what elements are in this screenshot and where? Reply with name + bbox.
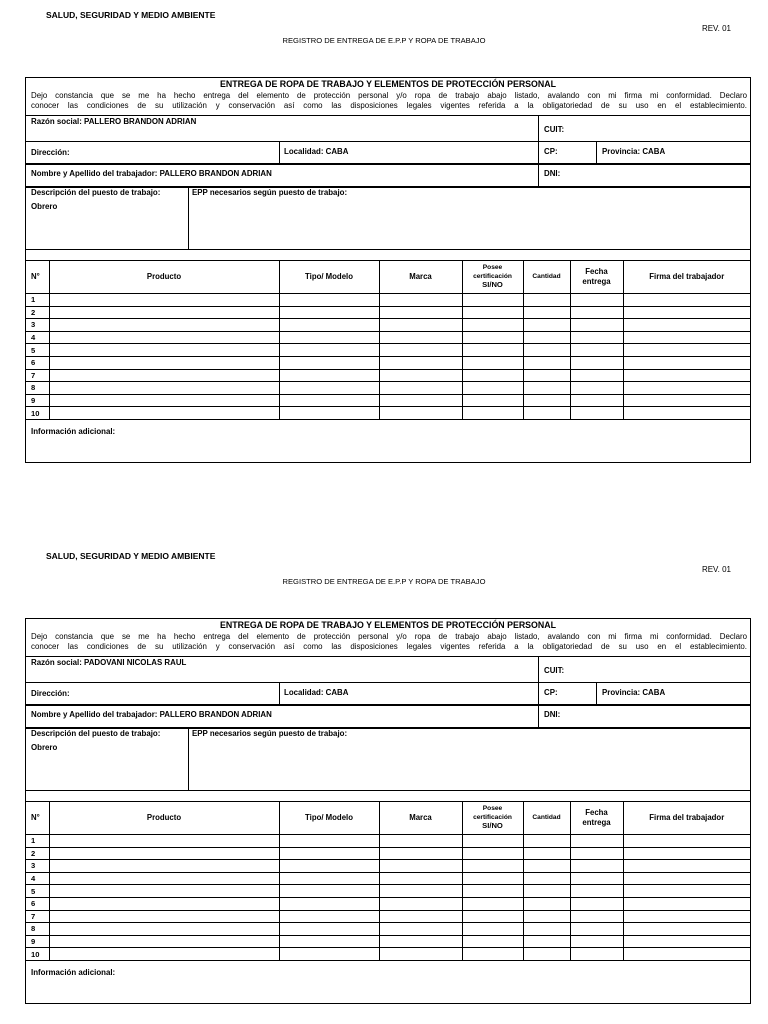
table-row <box>26 344 750 357</box>
table-cell[interactable] <box>379 306 462 319</box>
table-cell[interactable] <box>523 344 570 357</box>
row-number: 6 <box>26 897 49 910</box>
table-cell[interactable] <box>462 394 523 407</box>
table-cell[interactable] <box>379 835 462 848</box>
table-cell[interactable] <box>523 382 570 395</box>
table-cell[interactable] <box>462 872 523 885</box>
table-row <box>26 885 750 898</box>
col-firma: Firma del trabajador <box>623 261 750 294</box>
table-cell[interactable] <box>623 847 750 860</box>
table-cell[interactable] <box>523 306 570 319</box>
table-cell[interactable] <box>570 923 623 936</box>
table-cell[interactable] <box>570 382 623 395</box>
table-cell[interactable] <box>523 394 570 407</box>
puesto-label: Descripción del puesto de trabajo: <box>31 188 161 197</box>
cuit-field: CUIT: <box>544 666 565 675</box>
table-cell[interactable] <box>279 835 379 848</box>
divider <box>26 682 750 683</box>
table-cell[interactable] <box>379 948 462 961</box>
table-cell[interactable] <box>279 910 379 923</box>
col-certificacion-line1: Posee <box>482 264 503 272</box>
table-cell[interactable] <box>623 294 750 307</box>
row-number: 9 <box>26 394 49 407</box>
table-cell[interactable] <box>49 847 279 860</box>
table-cell[interactable] <box>570 910 623 923</box>
table-cell[interactable] <box>570 935 623 948</box>
col-cantidad: Cantidad <box>523 802 570 835</box>
table-cell[interactable] <box>523 897 570 910</box>
table-cell[interactable] <box>49 935 279 948</box>
cp-field: CP: <box>544 147 558 156</box>
col-marca: Marca <box>379 261 462 294</box>
table-cell[interactable] <box>379 294 462 307</box>
table-cell[interactable] <box>462 407 523 420</box>
table-cell[interactable] <box>523 910 570 923</box>
table-cell[interactable] <box>279 935 379 948</box>
info-adicional-label: Información adicional: <box>31 968 116 977</box>
table-cell[interactable] <box>570 948 623 961</box>
table-cell[interactable] <box>49 885 279 898</box>
col-fecha-entrega <box>570 802 623 835</box>
puesto-value: Obrero <box>31 743 58 752</box>
col-fecha-line2: entrega <box>582 277 611 286</box>
row-number: 9 <box>26 935 49 948</box>
table-cell[interactable] <box>379 344 462 357</box>
col-certificacion-line3: SI/NO <box>482 280 503 290</box>
revision-label: REV. 01 <box>701 24 731 33</box>
dni-field: DNI: <box>544 169 561 178</box>
divider <box>538 115 539 186</box>
col-certificacion-line1: Posee <box>482 805 503 813</box>
epp-label: EPP necesarios según puesto de trabajo: <box>192 188 348 197</box>
divider <box>279 141 280 163</box>
table-cell[interactable] <box>279 872 379 885</box>
table-cell[interactable] <box>462 835 523 848</box>
col-cantidad: Cantidad <box>523 261 570 294</box>
col-firma: Firma del trabajador <box>623 802 750 835</box>
table-row <box>26 369 750 382</box>
revision-label: REV. 01 <box>701 565 731 574</box>
table-cell[interactable] <box>523 369 570 382</box>
table-cell[interactable] <box>623 407 750 420</box>
row-number: 2 <box>26 847 49 860</box>
table-row <box>26 331 750 344</box>
table-cell[interactable] <box>462 306 523 319</box>
table-cell[interactable] <box>623 860 750 873</box>
form-box <box>25 77 751 463</box>
items-table <box>26 260 750 420</box>
table-row <box>26 306 750 319</box>
table-cell[interactable] <box>49 948 279 961</box>
row-number: 1 <box>26 835 49 848</box>
table-cell[interactable] <box>523 847 570 860</box>
table-cell[interactable] <box>462 923 523 936</box>
table-cell[interactable] <box>379 910 462 923</box>
puesto-value: Obrero <box>31 202 58 211</box>
provincia-field: Provincia: CABA <box>602 147 666 156</box>
table-cell[interactable] <box>49 294 279 307</box>
col-certificacion-line2: certificación <box>473 272 512 280</box>
table-cell[interactable] <box>279 923 379 936</box>
form-box <box>25 618 751 1004</box>
cuit-field: CUIT: <box>544 125 565 134</box>
table-cell[interactable] <box>523 860 570 873</box>
row-number: 6 <box>26 356 49 369</box>
declaration-line-1: Dejo constancia que se me ha hecho entrega del elemento de protección personal y/o ropa de trabajo abajo listado, avalando con mi firma mi conformidad. Declaro <box>31 91 747 100</box>
direccion-field: Dirección: <box>31 689 70 698</box>
divider <box>26 656 750 657</box>
col-certificacion-line2: certificación <box>473 813 512 821</box>
table-cell[interactable] <box>379 394 462 407</box>
form-heading: ENTREGA DE ROPA DE TRABAJO Y ELEMENTOS DE PROTECCIÓN PERSONAL <box>220 79 556 89</box>
row-number: 7 <box>26 369 49 382</box>
table-cell[interactable] <box>279 394 379 407</box>
table-cell[interactable] <box>623 394 750 407</box>
table-cell[interactable] <box>623 885 750 898</box>
table-cell[interactable] <box>279 331 379 344</box>
table-cell[interactable] <box>623 835 750 848</box>
table-cell[interactable] <box>379 382 462 395</box>
divider <box>26 163 750 165</box>
table-cell[interactable] <box>279 319 379 332</box>
col-producto: Producto <box>49 802 279 835</box>
table-cell[interactable] <box>623 356 750 369</box>
epp-delivery-form <box>0 541 768 1021</box>
table-cell[interactable] <box>523 835 570 848</box>
table-cell[interactable] <box>462 860 523 873</box>
table-cell[interactable] <box>462 356 523 369</box>
col-num: N° <box>26 261 49 294</box>
table-cell[interactable] <box>462 935 523 948</box>
table-cell[interactable] <box>570 847 623 860</box>
table-row <box>26 294 750 307</box>
row-number: 7 <box>26 910 49 923</box>
declaration-line-2: conocer las condiciones de su utilización y conservación así como las disposiciones legales vigentes referida a la obligatoriedad de su uso en el establecimiento. <box>31 642 747 651</box>
row-number: 8 <box>26 923 49 936</box>
col-fecha-entrega <box>570 261 623 294</box>
table-cell[interactable] <box>623 382 750 395</box>
table-cell[interactable] <box>379 860 462 873</box>
table-header-row <box>26 261 750 294</box>
table-row <box>26 847 750 860</box>
table-row <box>26 382 750 395</box>
table-cell[interactable] <box>379 356 462 369</box>
table-cell[interactable] <box>570 356 623 369</box>
direccion-field: Dirección: <box>31 148 70 157</box>
table-cell[interactable] <box>379 369 462 382</box>
table-row <box>26 394 750 407</box>
row-number: 2 <box>26 306 49 319</box>
table-cell[interactable] <box>570 344 623 357</box>
table-cell[interactable] <box>462 382 523 395</box>
table-cell[interactable] <box>462 319 523 332</box>
table-cell[interactable] <box>570 835 623 848</box>
divider <box>26 115 750 116</box>
table-cell[interactable] <box>570 319 623 332</box>
table-cell[interactable] <box>570 331 623 344</box>
divider <box>188 727 189 790</box>
table-cell[interactable] <box>623 369 750 382</box>
row-number: 5 <box>26 885 49 898</box>
table-cell[interactable] <box>49 331 279 344</box>
table-cell[interactable] <box>462 847 523 860</box>
divider <box>26 141 750 142</box>
table-cell[interactable] <box>523 356 570 369</box>
table-cell[interactable] <box>623 923 750 936</box>
divider <box>26 249 750 250</box>
table-cell[interactable] <box>570 860 623 873</box>
col-fecha-line1: Fecha <box>585 267 608 276</box>
col-certificacion-line3: SI/NO <box>482 821 503 831</box>
table-cell[interactable] <box>379 923 462 936</box>
row-number: 5 <box>26 344 49 357</box>
puesto-label: Descripción del puesto de trabajo: <box>31 729 161 738</box>
localidad-field: Localidad: CABA <box>284 688 349 697</box>
table-cell[interactable] <box>523 935 570 948</box>
provincia-field: Provincia: CABA <box>602 688 666 697</box>
table-row <box>26 897 750 910</box>
table-cell[interactable] <box>379 319 462 332</box>
table-cell[interactable] <box>279 860 379 873</box>
org-department: SALUD, SEGURIDAD Y MEDIO AMBIENTE <box>46 10 216 20</box>
divider <box>26 790 750 791</box>
table-cell[interactable] <box>279 847 379 860</box>
table-cell[interactable] <box>462 369 523 382</box>
declaration-line-2: conocer las condiciones de su utilización y conservación así como las disposiciones legales vigentes referida a la obligatoriedad de su uso en el establecimiento. <box>31 101 747 110</box>
table-cell[interactable] <box>279 885 379 898</box>
row-number: 3 <box>26 860 49 873</box>
table-cell[interactable] <box>570 369 623 382</box>
table-cell[interactable] <box>279 897 379 910</box>
table-cell[interactable] <box>623 935 750 948</box>
table-cell[interactable] <box>523 331 570 344</box>
table-cell[interactable] <box>462 344 523 357</box>
table-cell[interactable] <box>279 948 379 961</box>
table-cell[interactable] <box>570 885 623 898</box>
divider <box>596 682 597 704</box>
table-cell[interactable] <box>379 331 462 344</box>
razon-social-field: Razón social: PADOVANI NICOLAS RAUL <box>31 658 187 667</box>
table-cell[interactable] <box>462 910 523 923</box>
trabajador-field: Nombre y Apellido del trabajador: PALLERO BRANDON ADRIAN <box>31 169 272 178</box>
row-number: 4 <box>26 331 49 344</box>
declaration-line-1: Dejo constancia que se me ha hecho entrega del elemento de protección personal y/o ropa de trabajo abajo listado, avalando con mi firma mi conformidad. Declaro <box>31 632 747 641</box>
row-number: 4 <box>26 872 49 885</box>
table-cell[interactable] <box>49 872 279 885</box>
table-cell[interactable] <box>523 885 570 898</box>
table-cell[interactable] <box>49 344 279 357</box>
table-cell[interactable] <box>49 319 279 332</box>
col-certificacion <box>462 802 523 835</box>
table-cell[interactable] <box>379 847 462 860</box>
table-row <box>26 948 750 961</box>
table-cell[interactable] <box>49 835 279 848</box>
table-cell[interactable] <box>279 382 379 395</box>
col-tipo-modelo: Tipo/ Modelo <box>279 261 379 294</box>
table-cell[interactable] <box>570 897 623 910</box>
table-cell[interactable] <box>623 344 750 357</box>
epp-delivery-form <box>0 0 768 480</box>
table-row <box>26 935 750 948</box>
row-number: 1 <box>26 294 49 307</box>
form-subtitle: REGISTRO DE ENTREGA DE E.P.P Y ROPA DE TRABAJO <box>282 577 486 586</box>
table-cell[interactable] <box>49 407 279 420</box>
table-row <box>26 835 750 848</box>
table-cell[interactable] <box>49 897 279 910</box>
divider <box>538 656 539 727</box>
table-cell[interactable] <box>623 331 750 344</box>
col-num: N° <box>26 802 49 835</box>
declaration-text <box>31 632 747 652</box>
table-cell[interactable] <box>523 948 570 961</box>
table-cell[interactable] <box>570 306 623 319</box>
table-cell[interactable] <box>570 394 623 407</box>
table-row <box>26 910 750 923</box>
table-cell[interactable] <box>279 306 379 319</box>
table-cell[interactable] <box>49 910 279 923</box>
table-cell[interactable] <box>49 860 279 873</box>
table-cell[interactable] <box>379 885 462 898</box>
divider <box>188 186 189 249</box>
row-number: 10 <box>26 407 49 420</box>
table-cell[interactable] <box>49 306 279 319</box>
divider <box>26 704 750 706</box>
table-cell[interactable] <box>462 948 523 961</box>
table-cell[interactable] <box>623 948 750 961</box>
table-cell[interactable] <box>279 407 379 420</box>
table-cell[interactable] <box>379 897 462 910</box>
table-cell[interactable] <box>623 319 750 332</box>
col-certificacion <box>462 261 523 294</box>
table-cell[interactable] <box>49 382 279 395</box>
table-cell[interactable] <box>523 872 570 885</box>
table-cell[interactable] <box>279 356 379 369</box>
table-cell[interactable] <box>570 294 623 307</box>
table-cell[interactable] <box>570 872 623 885</box>
table-cell[interactable] <box>49 356 279 369</box>
table-cell[interactable] <box>49 369 279 382</box>
table-cell[interactable] <box>523 294 570 307</box>
col-fecha-line2: entrega <box>582 818 611 827</box>
table-cell[interactable] <box>379 935 462 948</box>
form-heading: ENTREGA DE ROPA DE TRABAJO Y ELEMENTOS DE PROTECCIÓN PERSONAL <box>220 620 556 630</box>
table-cell[interactable] <box>279 369 379 382</box>
row-number: 10 <box>26 948 49 961</box>
col-tipo-modelo: Tipo/ Modelo <box>279 802 379 835</box>
table-cell[interactable] <box>623 306 750 319</box>
table-row <box>26 407 750 420</box>
org-department: SALUD, SEGURIDAD Y MEDIO AMBIENTE <box>46 551 216 561</box>
divider <box>596 141 597 163</box>
table-cell[interactable] <box>623 872 750 885</box>
info-adicional-label: Información adicional: <box>31 427 116 436</box>
table-cell[interactable] <box>49 394 279 407</box>
form-subtitle: REGISTRO DE ENTREGA DE E.P.P Y ROPA DE TRABAJO <box>282 36 486 45</box>
table-cell[interactable] <box>523 923 570 936</box>
table-cell[interactable] <box>279 294 379 307</box>
table-cell[interactable] <box>462 897 523 910</box>
table-cell[interactable] <box>570 407 623 420</box>
table-cell[interactable] <box>623 897 750 910</box>
col-marca: Marca <box>379 802 462 835</box>
table-cell[interactable] <box>379 872 462 885</box>
table-cell[interactable] <box>462 885 523 898</box>
table-row <box>26 356 750 369</box>
divider <box>279 682 280 704</box>
razon-social-field: Razón social: PALLERO BRANDON ADRIAN <box>31 117 197 126</box>
table-row <box>26 319 750 332</box>
table-row <box>26 923 750 936</box>
declaration-text <box>31 91 747 111</box>
dni-field: DNI: <box>544 710 561 719</box>
items-table <box>26 801 750 961</box>
col-producto: Producto <box>49 261 279 294</box>
table-row <box>26 872 750 885</box>
table-cell[interactable] <box>523 319 570 332</box>
trabajador-field: Nombre y Apellido del trabajador: PALLERO BRANDON ADRIAN <box>31 710 272 719</box>
row-number: 3 <box>26 319 49 332</box>
table-cell[interactable] <box>462 294 523 307</box>
epp-label: EPP necesarios según puesto de trabajo: <box>192 729 348 738</box>
table-cell[interactable] <box>49 923 279 936</box>
table-cell[interactable] <box>523 407 570 420</box>
table-cell[interactable] <box>279 344 379 357</box>
table-header-row <box>26 802 750 835</box>
table-cell[interactable] <box>379 407 462 420</box>
row-number: 8 <box>26 382 49 395</box>
col-fecha-line1: Fecha <box>585 808 608 817</box>
table-row <box>26 860 750 873</box>
table-cell[interactable] <box>462 331 523 344</box>
localidad-field: Localidad: CABA <box>284 147 349 156</box>
table-cell[interactable] <box>623 910 750 923</box>
cp-field: CP: <box>544 688 558 697</box>
